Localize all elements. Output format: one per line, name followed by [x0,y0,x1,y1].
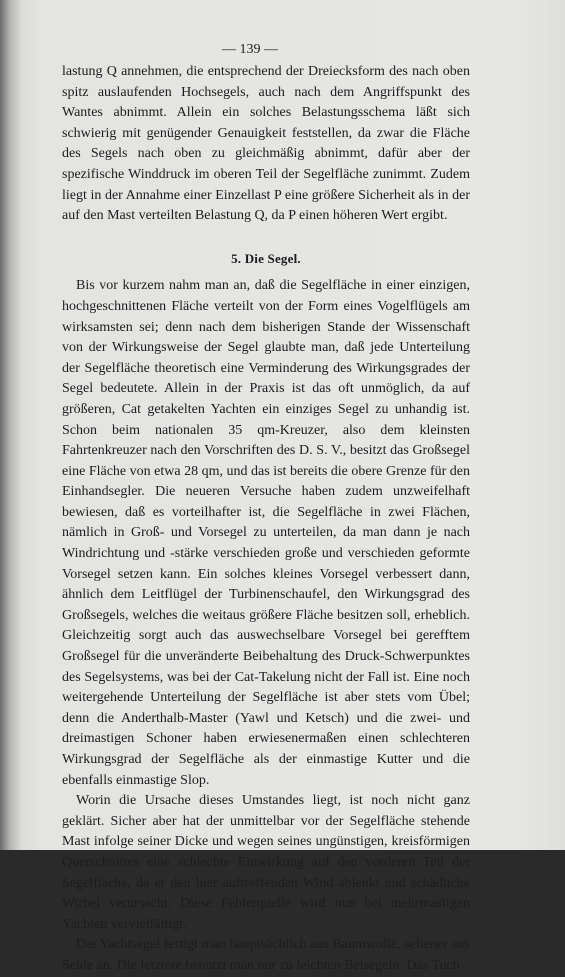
paragraph-segelflaeche: Bis vor kurzem nahm man an, daß die Segelfläche in einer einzigen, hochgeschnittenen Fläche verteilt von der Form eines Vogelflügels am wirksamsten sei; denn nach dem bisherigen Stande der Wissenschaft von der Wirkungsweise der Segel glaubte man, daß jede Unterteilung der Segelfläche theoretisch eine Verminderung des Wirkungsgrades der Segel bedeutete. Allein in der Praxis ist das oft unmöglich, da auf größeren, Cat getakelten Yachten ein einziges Segel zu unhandig ist. Schon beim nationalen 35 qm-Kreuzer, also dem kleinsten Fahrtenkreuzer nach den Vorschriften des D. S. V., besitzt das Großsegel eine Fläche von etwa 28 qm, und das ist bereits die obere Grenze für den Einhandsegler. Die neueren Versuche haben zudem unzweifelhaft bewiesen, daß es vorteilhafter ist, die Segelfläche in zwei Flächen, nämlich in Groß- und Vorsegel zu unterteilen, da man dann je nach Windrichtung und -stärke verschieden große und verschieden geformte Vorsegel setzen kann. Ein solches kleines Vorsegel verbessert dann, ähnlich dem Leitflügel der Turbinenschaufel, den Wirkungsgrad des Großsegels, welches die weitaus größere Fläche besitzen soll, erheblich. Gleichzeitig sorgt auch das auswechselbare Vorsegel bei gerefftem Großsegel für die unveränderte Beibehaltung des Druck-Schwerpunktes des Segelsystems, was bei der Cat-Takelung nicht der Fall ist. Eine noch weitergehende Unterteilung der Segelfläche ist aber stets vom Übel; denn die Anderthalb-Master (Yawl und Ketsch) und die zwei- und dreimastigen Schoner haben erwiesenermaßen einen schlechteren Wirkungsgrad der Segelfläche als der einmastige Kutter und die ebenfalls einmastige Slop. [62,278,470,788]
section-heading: 5. Die Segel. [231,250,301,266]
paragraph-yachtsegel: Die Yachtsegel fertigt man hauptsächlich aus Baumwolle, seltener aus Seide an. Die letztere benutzt man nur zu leichten Beisegeln. Das Tuch [62,937,470,973]
page-number: — 139 — [222,42,278,57]
text-column [62,62,470,977]
paragraph-ursache: Worin die Ursache dieses Umstandes liegt, ist noch nicht ganz geklärt. Sicher aber hat der unmittelbar vor der Segelfläche stehende Mast infolge seiner Dicke und wegen seines ungünstigen, kreisförmigen Querschnittes eine schlechte Einwirkung auf den vorderen Teil der Segelfläche, da er den hier auftreffenden Wind ablenkt und schädliche Wirbel verursacht. Diese Fehlerquelle wird nun bei mehrmastigen Yachten vervielfältigt. [62,793,470,932]
paragraph-continuation: lastung Q annehmen, die entsprechend der Dreiecksform des nach oben spitz auslaufenden Hochsegels, auch nach dem Angriffspunkt des Wantes abnimmt. Allein ein solches Belastungsschema läßt sich schwierig mit genügender Genauigkeit feststellen, da zwar die Fläche des Segels nach oben zu gleichmäßig abnimmt, dafür aber der spezifische Winddruck im oberen Teil der Segelfläche zunimmt. Zudem liegt in der Annahme einer Einzellast P eine größere Sicherheit als in der auf den Mast verteilten Belastung Q, da P einen höheren Wert ergibt. [62,64,470,224]
